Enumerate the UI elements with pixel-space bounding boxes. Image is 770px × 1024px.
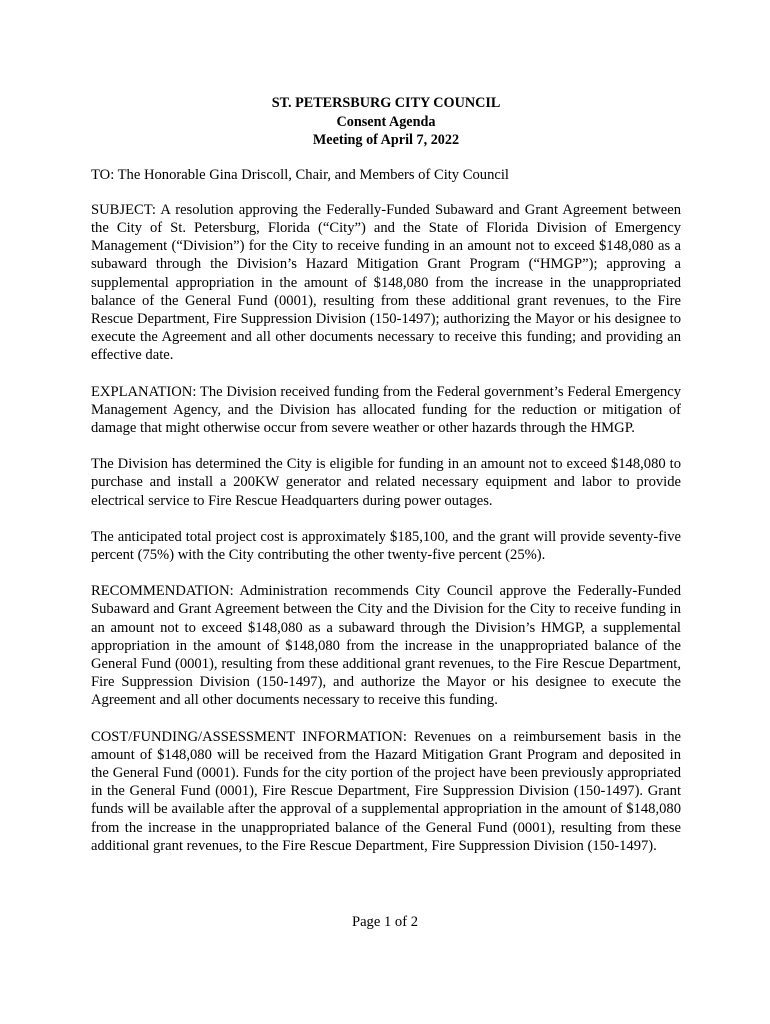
recommendation-paragraph: RECOMMENDATION: Administration recommends City Council approve the Federally-Funded Subaward and Grant Agreement between the City and the Division for the City to receive funding in an amount not to exceed $148,080 as a subaward through the Division’s HMGP, a supplemental appropriation in the amount of $148,080 from the increase in the unappropriated balance of the General Fund (0001), resulting from these additional grant revenues, to the Fire Rescue Department, Fire Suppression Division (150-1497), and authorize the Mayor or his designee to execute the Agreement and all other documents necessary to receive this funding. (91, 583, 681, 709)
document-header (91, 94, 681, 150)
agenda-type: Consent Agenda (336, 113, 436, 130)
addressee-line: TO: The Honorable Gina Driscoll, Chair, and Members of City Council (91, 166, 509, 183)
meeting-date: Meeting of April 7, 2022 (312, 132, 460, 148)
page-number: Page 1 of 2 (351, 914, 419, 930)
cost-funding-paragraph: COST/FUNDING/ASSESSMENT INFORMATION: Revenues on a reimbursement basis in the amount of $148,080 will be received from the Hazard Mitigation Grant Program and deposited in the General Fund (0001). Funds for the city portion of the project have been previously appropriated in the General Fund (0001), Fire Rescue Department, Fire Suppression Division (150-1497). Grant funds will be available after the approval of a supplemental appropriation in the amount of $148,080 from the increase in the unappropriated balance of the General Fund (0001), resulting from these additional grant revenues, to the Fire Rescue Department, Fire Suppression Division (150-1497). (91, 728, 681, 854)
explanation-paragraph: EXPLANATION: The Division received funding from the Federal government’s Federal Emergency Management Agency, and the Division has allocated funding for the reduction or mitigation of damage that might otherwise occur from severe weather or other hazards through the HMGP. (91, 383, 681, 436)
project-cost-paragraph: The anticipated total project cost is approximately $185,100, and the grant will provide seventy-five percent (75%) with the City contributing the other twenty-five percent (25%). (91, 528, 681, 563)
subject-paragraph: SUBJECT: A resolution approving the Federally-Funded Subaward and Grant Agreement between the City of St. Petersburg, Florida (“City”) and the State of Florida Division of Emergency Management (“Division”) for the City to receive funding in an amount not to exceed $148,080 as a subaward through the Division’s Hazard Mitigation Grant Program (“HMGP”); approving a supplemental appropriation in the amount of $148,080 from the increase in the unappropriated balance of the General Fund (0001), resulting from these additional grant revenues, to the Fire Rescue Department, Fire Suppression Division (150-1497); authorizing the Mayor or his designee to execute the Agreement and all other documents necessary to receive this funding; and providing an effective date. (91, 201, 681, 364)
eligibility-paragraph: The Division has determined the City is eligible for funding in an amount not to exceed $148,080 to purchase and install a 200KW generator and related necessary equipment and labor to provide electrical service to Fire Rescue Headquarters during power outages. (91, 456, 681, 509)
document-body (91, 94, 681, 873)
council-name: ST. PETERSBURG CITY COUNCIL (271, 95, 501, 111)
